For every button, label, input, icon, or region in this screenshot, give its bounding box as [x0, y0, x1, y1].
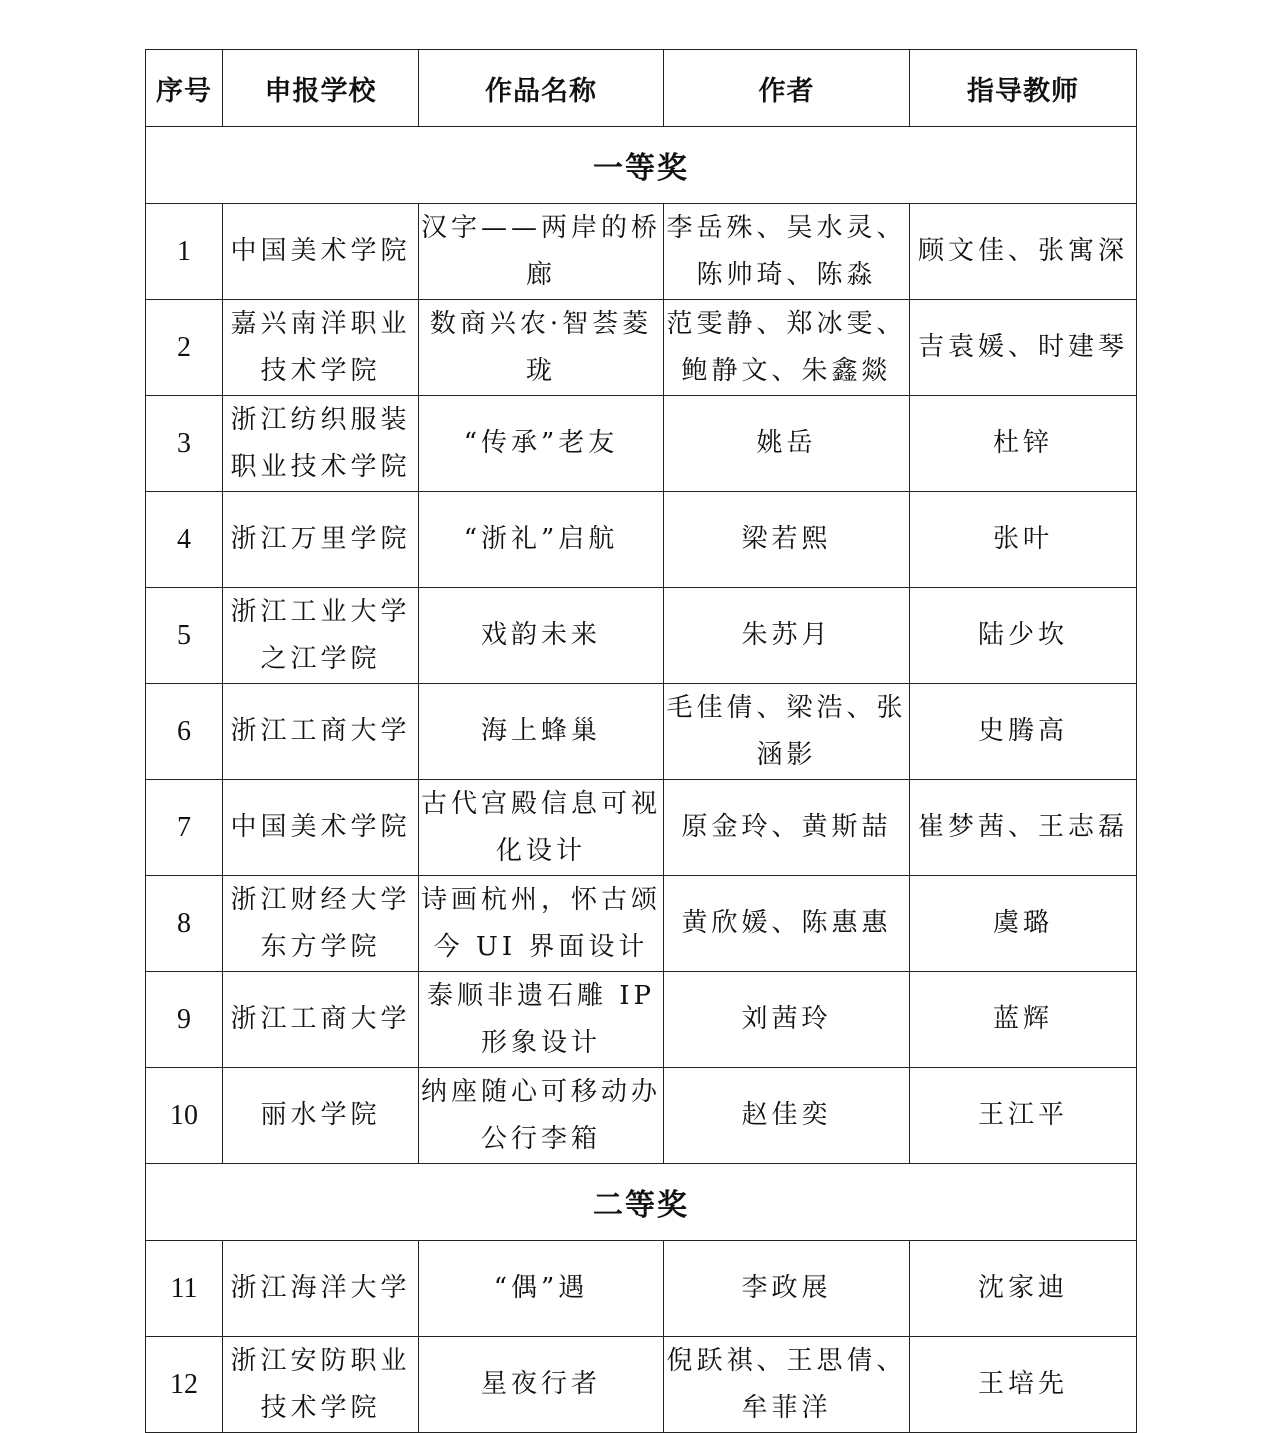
- section-title: 二等奖: [146, 1164, 1137, 1241]
- cell-teachers: 史腾高: [910, 684, 1137, 780]
- section-title: 一等奖: [146, 127, 1137, 204]
- cell-teachers: 蓝辉: [910, 972, 1137, 1068]
- header-school: 申报学校: [223, 50, 419, 127]
- cell-work: 海上蜂巢: [419, 684, 664, 780]
- cell-authors: 毛佳倩、梁浩、张涵影: [664, 684, 910, 780]
- cell-teachers: 沈家迪: [910, 1241, 1137, 1337]
- cell-work: 戏韵未来: [419, 588, 664, 684]
- cell-authors: 李政展: [664, 1241, 910, 1337]
- cell-work: 诗画杭州，怀古颂今 UI 界面设计: [419, 876, 664, 972]
- cell-authors: 黄欣媛、陈惠惠: [664, 876, 910, 972]
- cell-school: 丽水学院: [223, 1068, 419, 1164]
- section-row: [146, 1164, 1137, 1241]
- cell-authors: 李岳殊、吴水灵、陈帅琦、陈淼: [664, 204, 910, 300]
- table-row: [146, 588, 1137, 684]
- cell-authors: 朱苏月: [664, 588, 910, 684]
- cell-authors: 原金玲、黄斯喆: [664, 780, 910, 876]
- cell-work: 数商兴农·智荟菱珑: [419, 300, 664, 396]
- header-teachers: 指导教师: [910, 50, 1137, 127]
- cell-no: 11: [146, 1241, 223, 1337]
- cell-school: 中国美术学院: [223, 204, 419, 300]
- cell-work: 古代宫殿信息可视化设计: [419, 780, 664, 876]
- cell-no: 1: [146, 204, 223, 300]
- cell-no: 3: [146, 396, 223, 492]
- table-row: [146, 204, 1137, 300]
- cell-authors: 姚岳: [664, 396, 910, 492]
- cell-work: 星夜行者: [419, 1337, 664, 1433]
- cell-no: 2: [146, 300, 223, 396]
- cell-work: 纳座随心可移动办公行李箱: [419, 1068, 664, 1164]
- cell-teachers: 王培先: [910, 1337, 1137, 1433]
- cell-work: 泰顺非遗石雕 IP 形象设计: [419, 972, 664, 1068]
- table-row: [146, 684, 1137, 780]
- cell-teachers: 吉袁媛、时建琴: [910, 300, 1137, 396]
- awards-table: [145, 49, 1137, 1433]
- cell-school: 嘉兴南洋职业技术学院: [223, 300, 419, 396]
- header-work: 作品名称: [419, 50, 664, 127]
- cell-teachers: 张叶: [910, 492, 1137, 588]
- table-row: [146, 300, 1137, 396]
- cell-no: 4: [146, 492, 223, 588]
- cell-school: 浙江工商大学: [223, 684, 419, 780]
- cell-authors: 赵佳奕: [664, 1068, 910, 1164]
- cell-school: 浙江海洋大学: [223, 1241, 419, 1337]
- cell-work: “偶”遇: [419, 1241, 664, 1337]
- cell-work: “浙礼”启航: [419, 492, 664, 588]
- table-row: [146, 1337, 1137, 1433]
- table-row: [146, 1068, 1137, 1164]
- cell-teachers: 虞璐: [910, 876, 1137, 972]
- cell-authors: 倪跃祺、王思倩、牟菲洋: [664, 1337, 910, 1433]
- cell-no: 8: [146, 876, 223, 972]
- cell-school: 浙江财经大学东方学院: [223, 876, 419, 972]
- cell-school: 浙江纺织服装职业技术学院: [223, 396, 419, 492]
- table-row: [146, 876, 1137, 972]
- cell-teachers: 王江平: [910, 1068, 1137, 1164]
- cell-no: 6: [146, 684, 223, 780]
- cell-work: 汉字——两岸的桥廊: [419, 204, 664, 300]
- cell-teachers: 崔梦茜、王志磊: [910, 780, 1137, 876]
- cell-school: 浙江安防职业技术学院: [223, 1337, 419, 1433]
- cell-authors: 范雯静、郑冰雯、鲍静文、朱鑫燚: [664, 300, 910, 396]
- header-row: [146, 50, 1137, 127]
- cell-authors: 梁若熙: [664, 492, 910, 588]
- cell-no: 12: [146, 1337, 223, 1433]
- cell-no: 7: [146, 780, 223, 876]
- cell-no: 9: [146, 972, 223, 1068]
- section-row: [146, 127, 1137, 204]
- table-body: [146, 127, 1137, 1433]
- table-row: [146, 492, 1137, 588]
- cell-no: 5: [146, 588, 223, 684]
- cell-school: 浙江万里学院: [223, 492, 419, 588]
- header-authors: 作者: [664, 50, 910, 127]
- table-row: [146, 396, 1137, 492]
- cell-teachers: 陆少坎: [910, 588, 1137, 684]
- cell-teachers: 顾文佳、张寓深: [910, 204, 1137, 300]
- cell-school: 浙江工业大学之江学院: [223, 588, 419, 684]
- header-no: 序号: [146, 50, 223, 127]
- cell-school: 中国美术学院: [223, 780, 419, 876]
- cell-no: 10: [146, 1068, 223, 1164]
- table-row: [146, 1241, 1137, 1337]
- table-row: [146, 780, 1137, 876]
- cell-teachers: 杜锌: [910, 396, 1137, 492]
- table-row: [146, 972, 1137, 1068]
- cell-work: “传承”老友: [419, 396, 664, 492]
- cell-school: 浙江工商大学: [223, 972, 419, 1068]
- cell-authors: 刘茜玲: [664, 972, 910, 1068]
